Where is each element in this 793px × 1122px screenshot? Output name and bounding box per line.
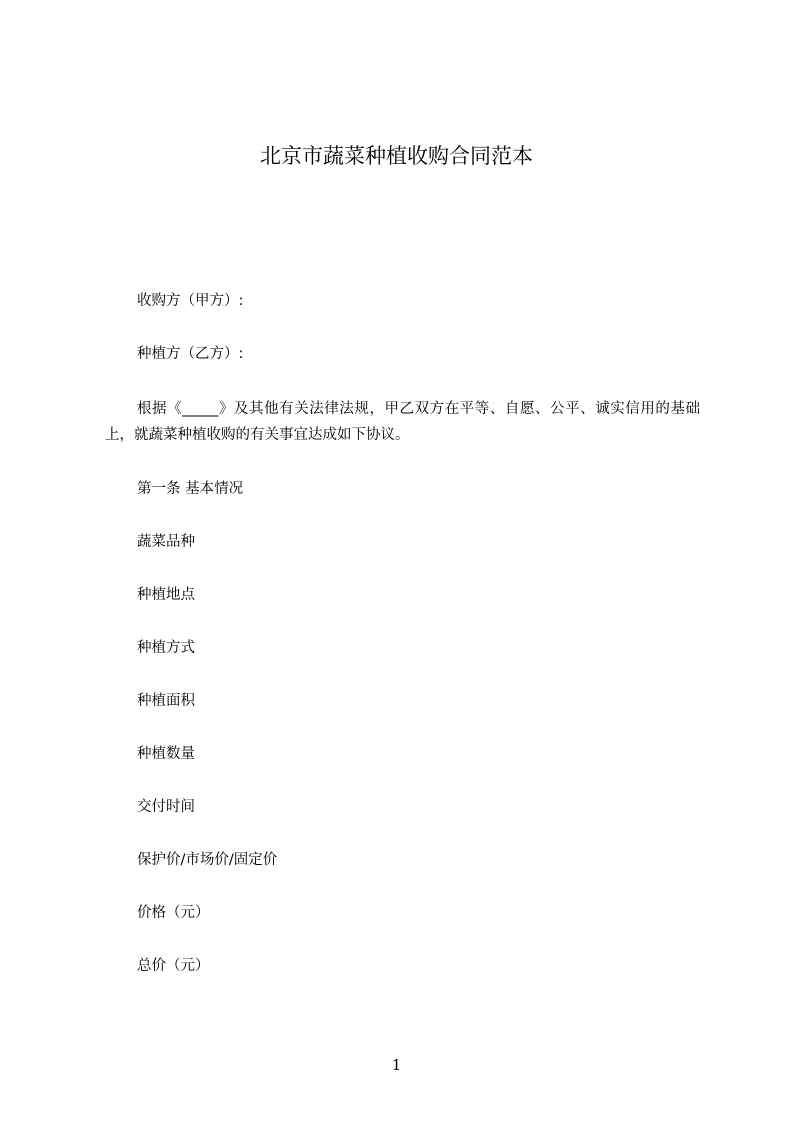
field-planting-location: 种植地点 [137, 587, 195, 603]
preamble-paragraph: 根据《_____》及其他有关法律法规，甲乙双方在平等、自愿、公平、诚实信用的基础上，就蔬菜种植收购的有关事宜达成如下协议。 [105, 401, 700, 443]
purchaser-label: 收购方（甲方）: [137, 293, 244, 309]
field-planting-method: 种植方式 [137, 640, 195, 656]
field-planting-quantity: 种植数量 [137, 746, 195, 762]
article-heading: 第一条 基本情况 [137, 481, 244, 497]
field-delivery-time: 交付时间 [137, 799, 195, 815]
field-total-price: 总价（元） [137, 958, 210, 974]
field-planting-area: 种植面积 [137, 693, 195, 709]
field-unit-price: 价格（元） [137, 905, 210, 921]
page-number: 1 [391, 1056, 402, 1074]
field-vegetable-variety: 蔬菜品种 [137, 534, 195, 550]
document-title: 北京市蔬菜种植收购合同范本 [260, 144, 533, 168]
field-price-type: 保护价/市场价/固定价 [137, 852, 278, 868]
grower-label: 种植方（乙方）: [137, 346, 244, 362]
